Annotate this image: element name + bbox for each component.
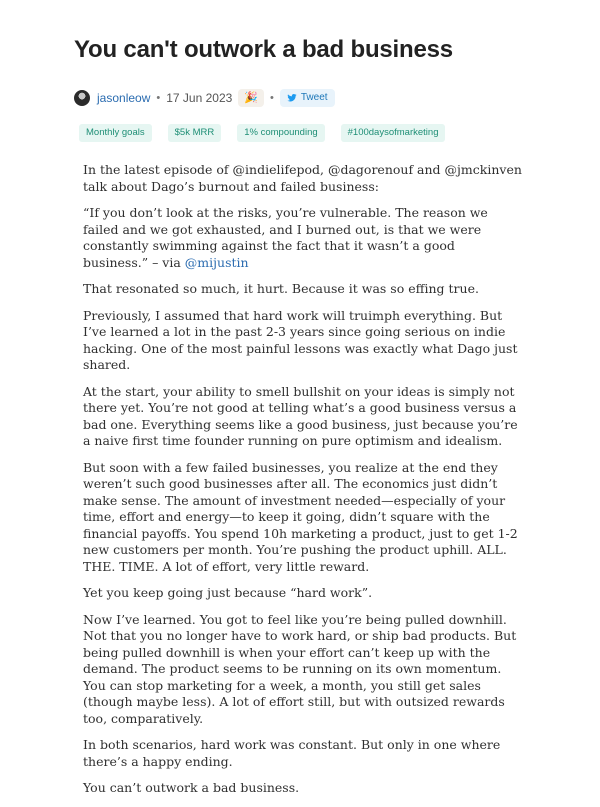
avatar[interactable]: [74, 90, 90, 106]
mijustin-link[interactable]: @mijustin: [184, 254, 249, 270]
twitter-bird-icon: [287, 93, 297, 103]
paragraph-10: You can’t outwork a bad business.: [83, 780, 300, 795]
tag-1-percent-compounding[interactable]: 1% compounding: [237, 124, 324, 142]
post-body: [83, 162, 523, 807]
quote-text: “If you don’t look at the risks, you’re vulnerable. The reason we failed and we got exhausted, and I burned out, is that we were constantly swimming against the fact that it wasn’t a good business.” – via: [83, 205, 488, 270]
paragraph-3: That resonated so much, it hurt. Because it was so effing true.: [83, 281, 479, 296]
paragraph-9: In both scenarios, hard work was constant. But only in one where there’s a happy ending.: [83, 737, 501, 769]
post-title: You can't outwork a bad business: [74, 36, 453, 63]
author-link[interactable]: jasonleow: [97, 91, 151, 105]
tweet-button[interactable]: [280, 89, 335, 107]
separator-dot-2: •: [270, 92, 274, 104]
paragraph-6: But soon with a few failed businesses, you realize at the end they weren’t such good businesses after all. The economics just didn’t make sense. The amount of investment needed—especially of your time, effort and energy—to keep it going, didn’t square with the financial payoffs. You spend 10h marketing a product, just to get 1-2 new customers per month. You’re pushing the product uphill. ALL. THE. TIME. A lot of effort, very little reward.: [83, 459, 518, 574]
post-date: 17 Jun 2023: [166, 91, 233, 105]
separator-dot: •: [156, 92, 161, 104]
tag-list: [79, 124, 445, 142]
post-meta: [74, 88, 335, 108]
tag-monthly-goals[interactable]: Monthly goals: [79, 124, 152, 142]
tag-100daysofmarketing[interactable]: #100daysofmarketing: [341, 124, 446, 142]
paragraph-8: Now I’ve learned. You got to feel like you’re being pulled downhill. Not that you no longer have to work hard, or ship bad products. But being pulled downhill is when your effort can’t keep up with the demand. The product seems to be running on its own momentum. You can stop marketing for a week, a month, you still get sales (though maybe less). A lot of effort still, but with outsized rewards too, comparatively.: [83, 611, 517, 726]
paragraph-2: [83, 205, 523, 271]
paragraph-1: In the latest episode of @indielifepod, @dagorenouf and @jmckinven talk about Dago’s burnout and failed business:: [83, 162, 522, 194]
tag-5k-mrr[interactable]: $5k MRR: [168, 124, 222, 142]
party-emoji-badge[interactable]: 🎉: [238, 89, 264, 107]
paragraph-5: At the start, your ability to smell bullshit on your ideas is simply not there yet. You’re not good at telling what’s a good business versus a bad one. Everything seems like a good business, just because you’re a naive first time founder running on pure optimism and idealism.: [83, 383, 518, 448]
paragraph-7: Yet you keep going just because “hard work”.: [83, 585, 373, 600]
paragraph-4: Previously, I assumed that hard work will truimph everything. But I’ve learned a lot in the past 2-3 years since going serious on indie hacking. One of the most painful lessons was exactly what Dago just shared.: [83, 307, 518, 372]
tweet-button-label: Tweet: [300, 92, 328, 103]
